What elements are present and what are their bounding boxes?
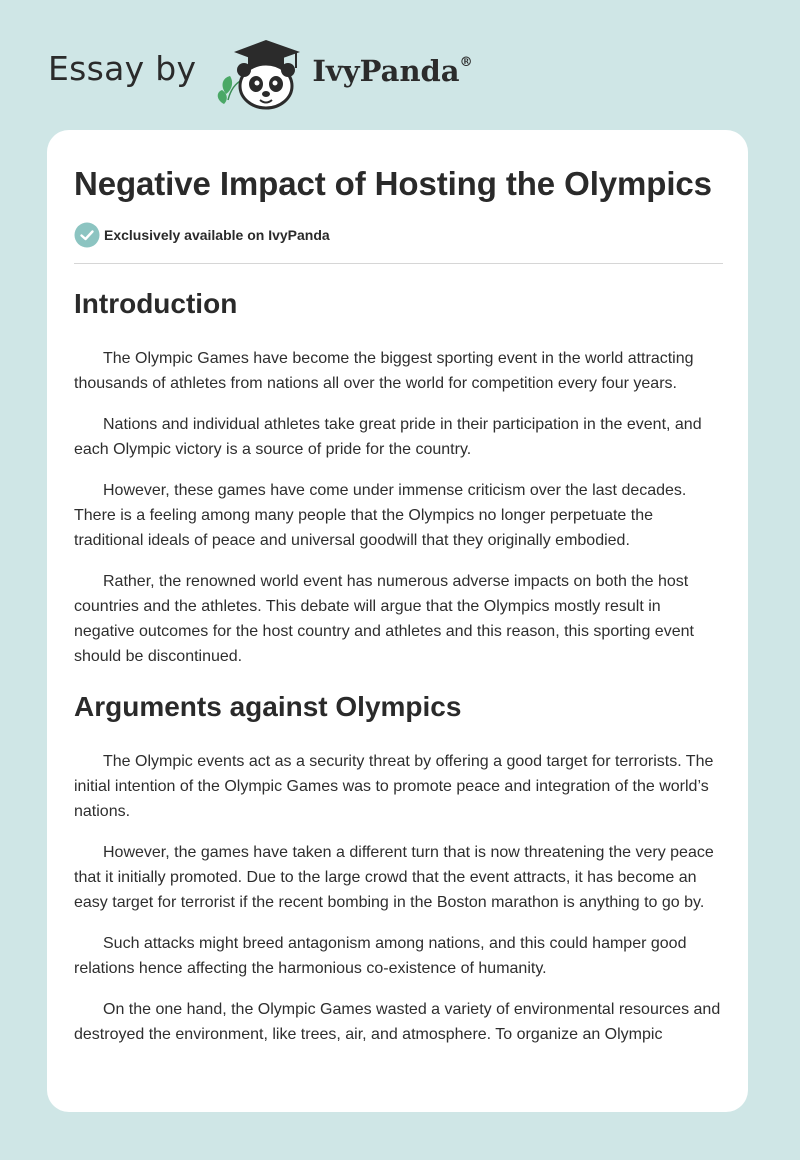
paragraph: However, these games have come under immense criticism over the last decades. There is a feeling among many people that the Olympics no longer perpetuate the traditional ideals of peace and universal goodwill that they originally embodied. xyxy=(74,482,687,549)
section-heading-introduction: Introduction xyxy=(74,288,238,319)
check-circle-icon xyxy=(74,222,100,248)
paragraph: The Olympic Games have become the biggest sporting event in the world attracting thousands of athletes from nations all over the world for competition every four years. xyxy=(74,350,694,392)
site-header xyxy=(48,34,508,114)
title-divider xyxy=(74,263,723,264)
ivypanda-logo-icon[interactable] xyxy=(212,34,308,114)
paragraph: Such attacks might breed antagonism among nations, and this could hamper good relations hence affecting the harmonious co-existence of humanity. xyxy=(74,935,687,977)
paragraph: Rather, the renowned world event has numerous adverse impacts on both the host countries and the athletes. This debate will argue that the Olympics mostly result in negative outcomes for the host country and athletes and this reason, this sporting event should be discontinued. xyxy=(74,573,694,665)
essay-by-label: Essay by xyxy=(48,48,197,88)
brand-text: IvyPanda xyxy=(312,54,460,88)
exclusive-badge xyxy=(74,221,722,249)
article-card xyxy=(47,130,748,1112)
registered-mark: ® xyxy=(459,55,473,71)
article-title: Negative Impact of Hosting the Olympics xyxy=(74,165,712,202)
paragraph: However, the games have taken a different turn that is now threatening the very peace that it initially promoted. Due to the large crowd that the event attracts, it has become an easy target for terrorist if the recent bombing in the Boston marathon is anything to go by. xyxy=(74,844,714,911)
paragraph: On the one hand, the Olympic Games wasted a variety of environmental resources and destroyed the environment, like trees, air, and atmosphere. To organize an Olympic xyxy=(74,1001,721,1043)
exclusive-badge-label: Exclusively available on IvyPanda xyxy=(104,227,330,243)
section-heading-arguments: Arguments against Olympics xyxy=(74,691,462,722)
paragraph: The Olympic events act as a security threat by offering a good target for terrorists. The initial intention of the Olympic Games was to promote peace and integration of the world’s nations. xyxy=(74,753,714,820)
brand-name[interactable] xyxy=(312,54,472,88)
paragraph: Nations and individual athletes take great pride in their participation in the event, and each Olympic victory is a source of pride for the country. xyxy=(74,416,702,458)
